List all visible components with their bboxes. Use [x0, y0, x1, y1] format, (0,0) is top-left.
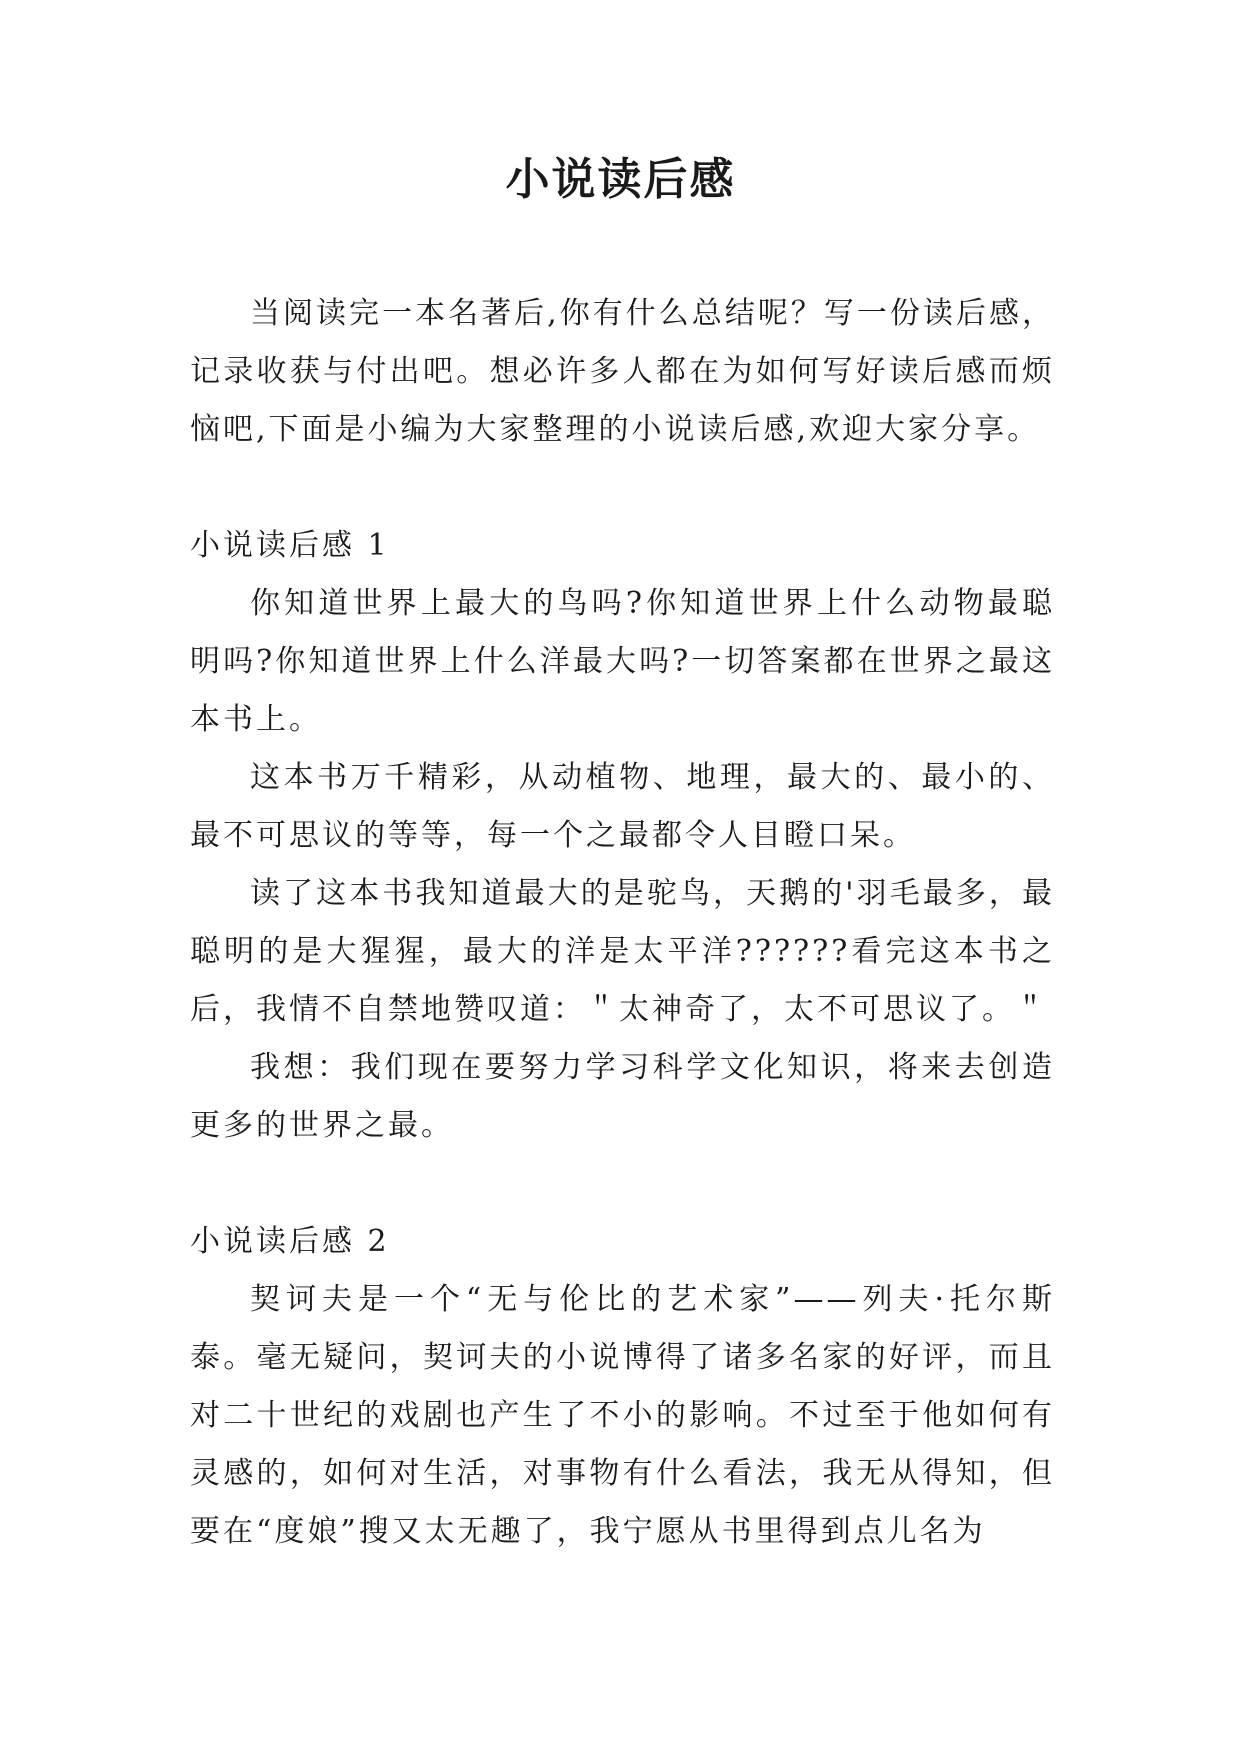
section-gap	[190, 1155, 1055, 1213]
document-body	[190, 285, 1055, 1561]
section-1-paragraph-4: 我想：我们现在要努力学习科学文化知识，将来去创造更多的世界之最。	[190, 1050, 1055, 1143]
section-gap	[190, 459, 1055, 517]
section-heading-1: 小说读后感 1	[190, 528, 390, 563]
section-heading-2: 小说读后感 2	[190, 1224, 390, 1259]
section-1-paragraph-3: 读了这本书我知道最大的是驼鸟，天鹅的'羽毛最多，最聪明的是大猩猩，最大的洋是太平洋??????看完这本书之后，我情不自禁地赞叹道：＂太神奇了，太不可思议了。＂	[190, 876, 1055, 1027]
section-2-paragraph-1: 契诃夫是一个“无与伦比的艺术家”——列夫·托尔斯泰。毫无疑问，契诃夫的小说博得了诸多名家的好评，而且对二十世纪的戏剧也产生了不小的影响。不过至于他如何有灵感的，如何对生活，对事物有什么看法，我无从得知，但要在“度娘”搜又太无趣了，我宁愿从书里得到点儿名为	[190, 1282, 1055, 1549]
intro-paragraph: 当阅读完一本名著后,你有什么总结呢？写一份读后感，记录收获与付出吧。想必许多人都在为如何写好读后感而烦恼吧,下面是小编为大家整理的小说读后感,欢迎大家分享。	[190, 296, 1055, 447]
section-1-paragraph-2: 这本书万千精彩，从动植物、地理，最大的、最小的、最不可思议的等等，每一个之最都令人目瞪口呆。	[190, 760, 1055, 853]
section-1-paragraph-1: 你知道世界上最大的鸟吗?你知道世界上什么动物最聪明吗?你知道世界上什么洋最大吗?一切答案都在世界之最这本书上。	[190, 586, 1055, 737]
document-title: 小说读后感	[505, 154, 736, 205]
